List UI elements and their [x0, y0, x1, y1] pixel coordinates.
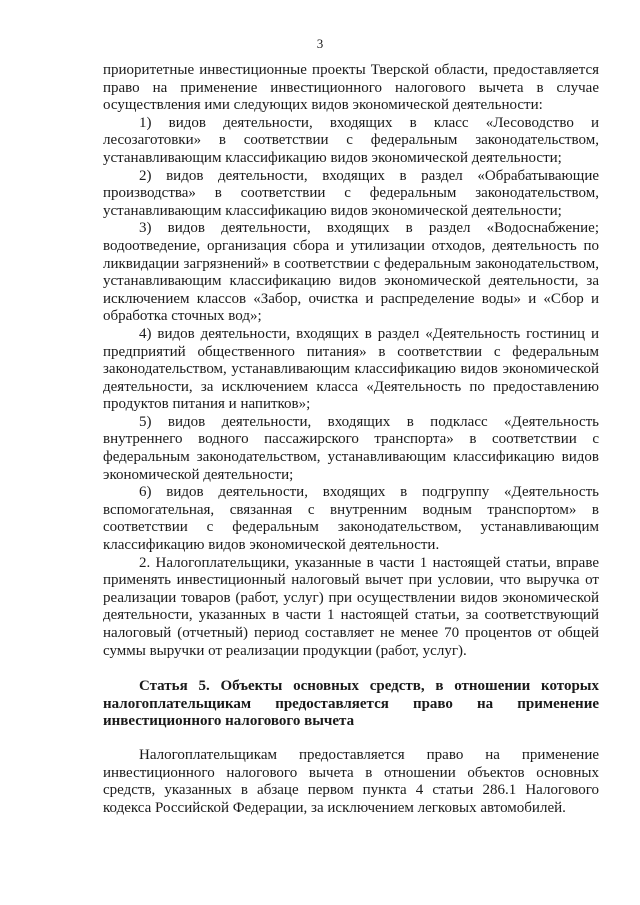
list-item-5: 5) видов деятельности, входящих в подкласс «Деятельность внутреннего водного пассажирского транспорта» в соответствии с федеральным законодательством, устанавливающим классификацию видов экономической деятельности;: [103, 413, 599, 483]
list-item-6: 6) видов деятельности, входящих в подгруппу «Деятельность вспомогательная, связанная с внутренним водным транспортом» в соответствии с федеральным законодательством, устанавливающим классификацию видов экономической деятельности.: [103, 484, 599, 554]
list-item-2: 2) видов деятельности, входящих в раздел «Обрабатывающие производства» в соответствии с федеральным законодательством, устанавливающим классификацию видов экономической деятельности;: [103, 167, 599, 219]
list-item-1: 1) видов деятельности, входящих в класс «Лесоводство и лесозаготовки» в соответствии с федеральным законодательством, устанавливающим классификацию видов экономической деятельности;: [103, 114, 599, 166]
document-body: [103, 62, 599, 817]
list-item-3: 3) видов деятельности, входящих в раздел «Водоснабжение; водоотведение, организация сбора и утилизации отходов, деятельность по ликвидации загрязнений» в соответствии с федеральным законодательством, устанавливающим классификацию видов экономической деятельности, за исключением классов «Забор, очистка и распределение воды» и «Сбор и обработка сточных вод»;: [103, 220, 599, 325]
page-number: 3: [316, 36, 324, 51]
paragraph-part-2: 2. Налогоплательщики, указанные в части 1 настоящей статьи, вправе применять инвестиционный налоговый вычет при условии, что выручка от реализации товаров (работ, услуг) при осуществлении видов экономической деятельности, указанных в части 1 настоящей статьи, за соответствующий налоговый (отчетный) период составляет не менее 70 процентов от общей суммы выручки от реализации продукции (работ, услуг).: [103, 554, 599, 659]
article-heading: Статья 5. Объекты основных средств, в отношении которых налогоплательщикам предоставляется право на применение инвестиционного налогового вычета: [103, 678, 599, 730]
list-item-4: 4) видов деятельности, входящих в раздел «Деятельность гостиниц и предприятий общественного питания» в соответствии с федеральным законодательством, устанавливающим классификацию видов экономической деятельности, за исключением класса «Деятельность по предоставлению продуктов питания и напитков»;: [103, 325, 599, 413]
article-text: Налогоплательщикам предоставляется право на применение инвестиционного налогового вычета в отношении объектов основных средств, указанных в абзаце первом пункта 4 статьи 286.1 Налогового кодекса Российской Федерации, за исключением легковых автомобилей.: [103, 746, 599, 816]
paragraph-intro: приоритетные инвестиционные проекты Тверской области, предоставляется право на применение инвестиционного налогового вычета в случае осуществления ими следующих видов экономической деятельности:: [103, 62, 599, 114]
